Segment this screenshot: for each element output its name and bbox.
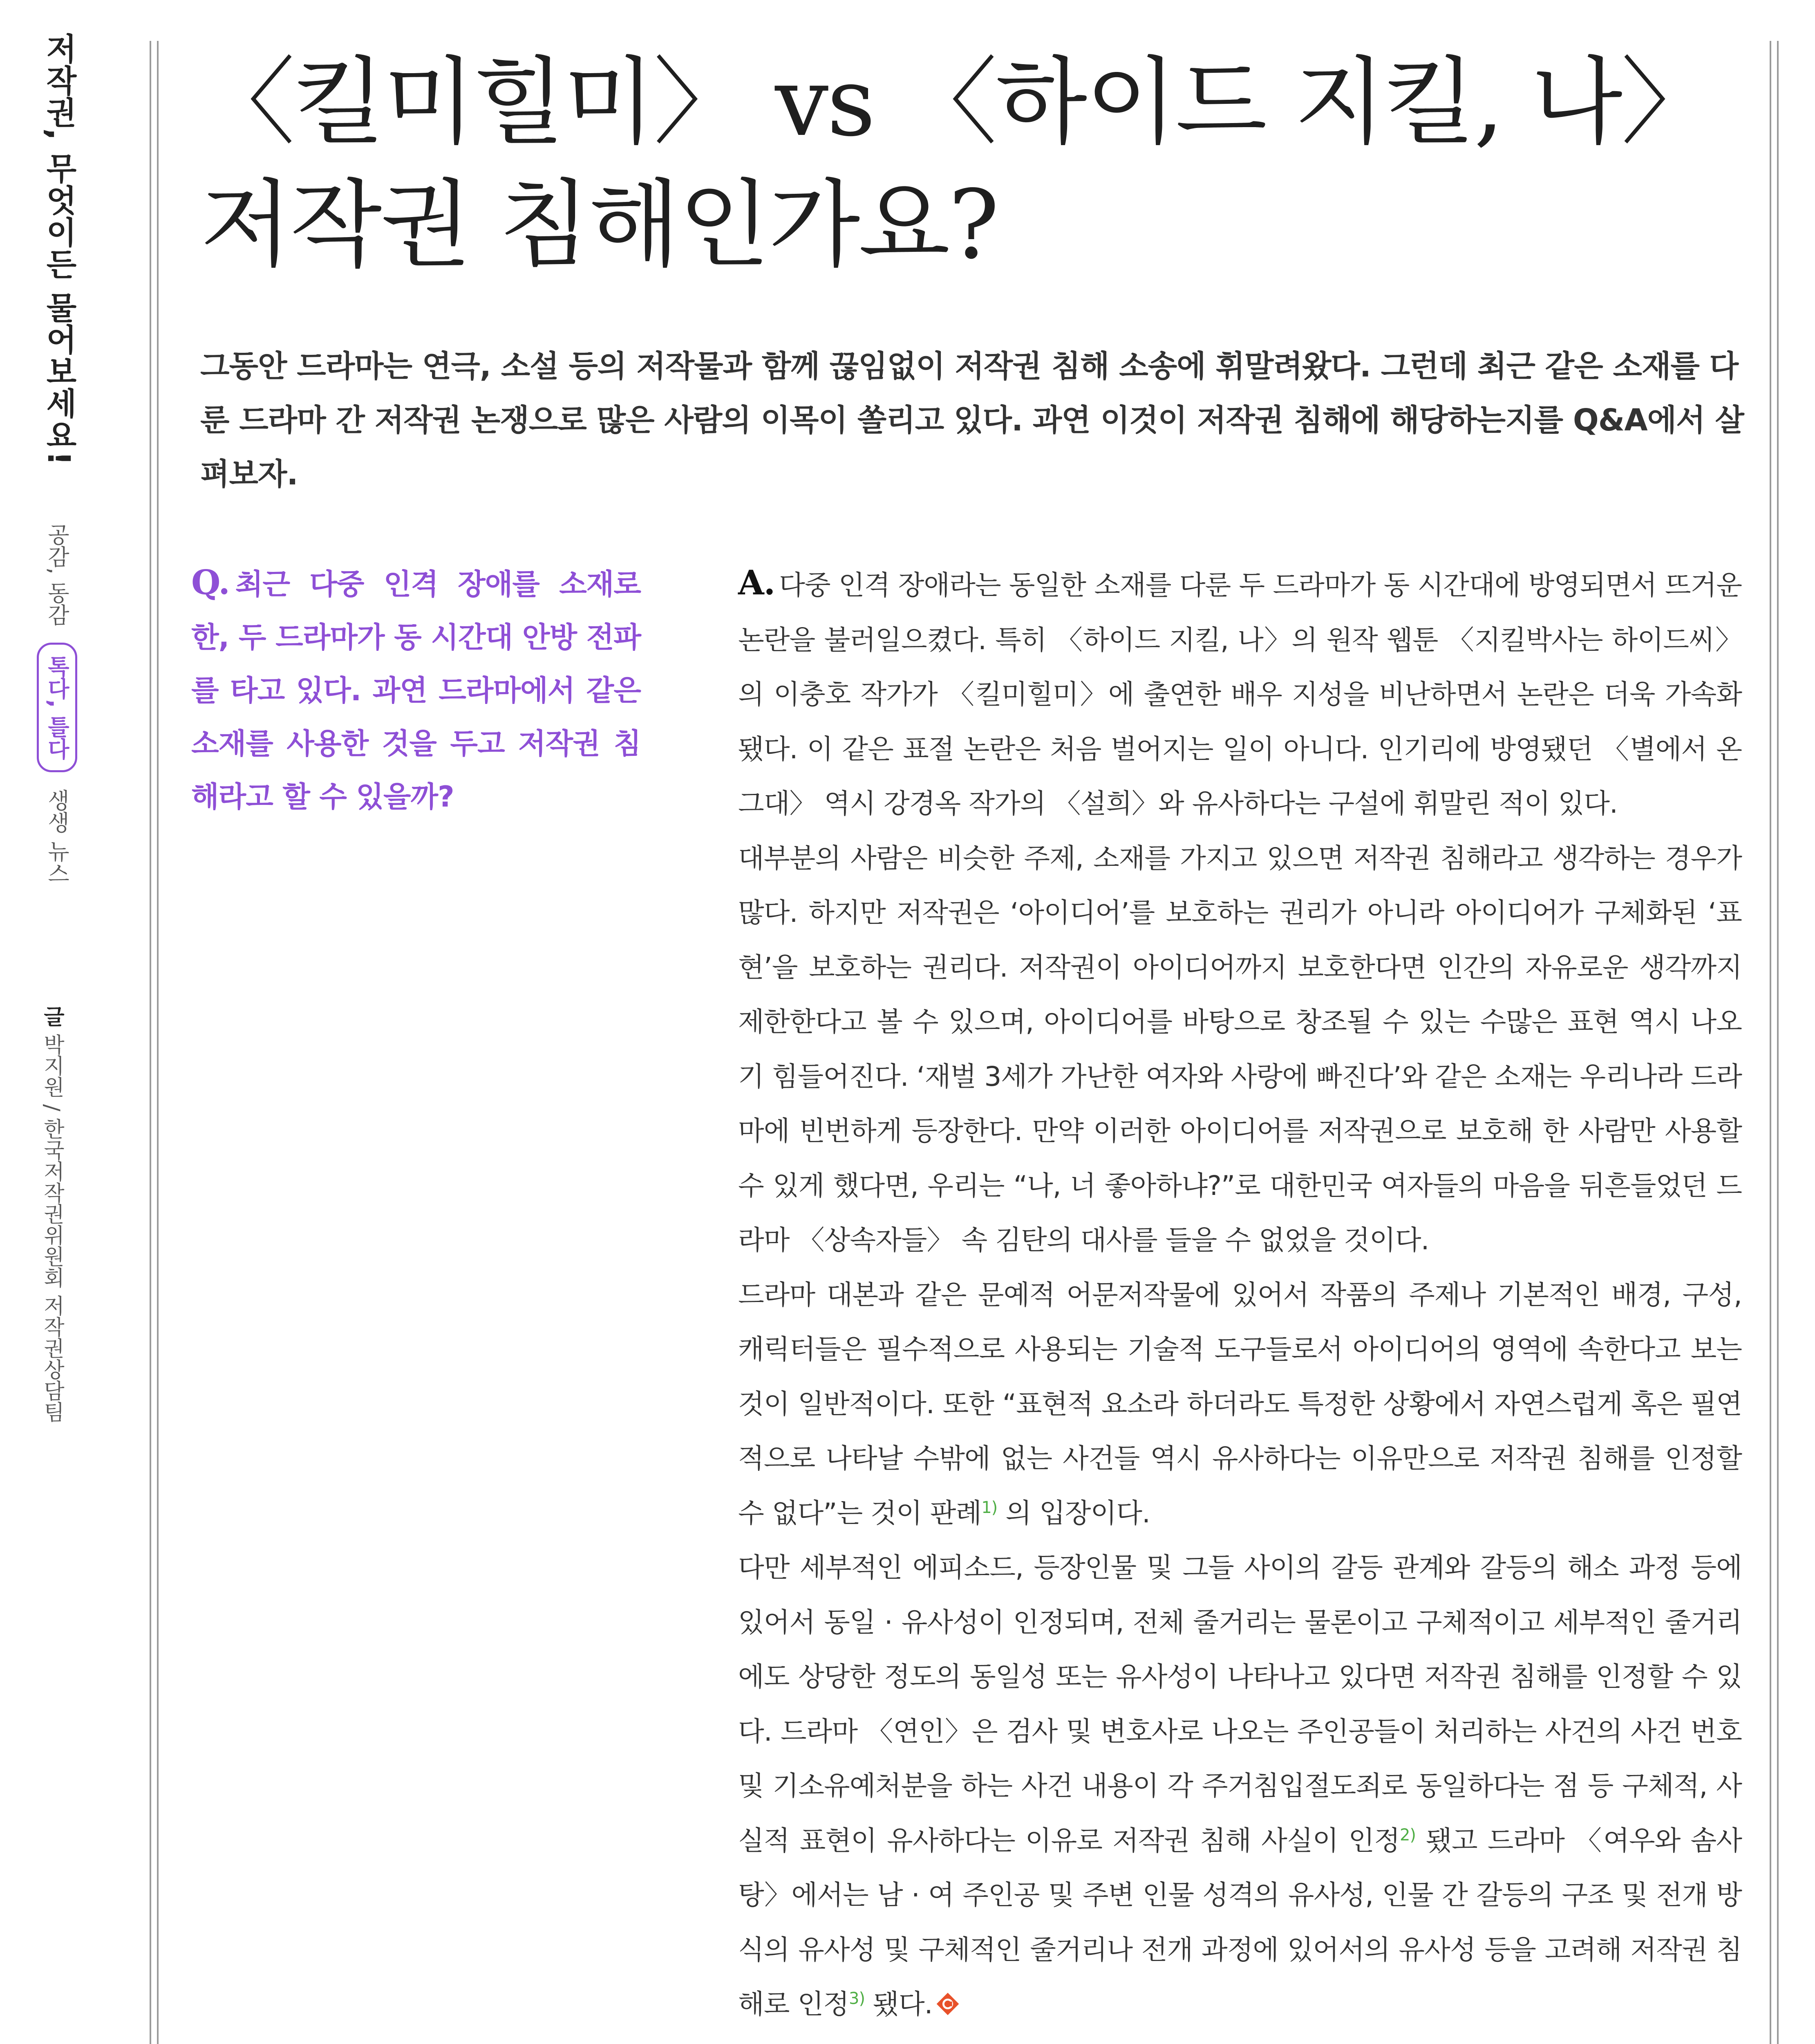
side-bar <box>29 33 77 1423</box>
nav-item-news[interactable]: 생생 뉴스 <box>44 789 70 885</box>
copyright-diamond-icon <box>936 1992 960 2016</box>
answer-mark: A. <box>738 563 775 603</box>
answer-p3-text: 드라마 대본과 같은 문예적 어문저작물에 있어서 작품의 주제나 기본적인 배경, 구성, 캐릭터들은 필수적으로 사용되는 기술적 도구들로서 아이디어의 영역에 속한다고 보는 것이 일반적이다. 또한 “표현적 요소라 하더라도 특정한 상황에서 자연스럽게 혹은 필연적으로 나타날 수밖에 없는 사건들 역시 유사하다는 이유만으로 저작권 침해를 인정할 수 없다”는 것이 판례 <box>738 1279 1742 1529</box>
footnote-ref-2[interactable]: 2) <box>1399 1825 1416 1845</box>
answer-paragraph-1 <box>738 556 1742 831</box>
answer-p4-mid: 됐고 드라마 〈여우와 솜사탕〉에서는 남 · 여 주인공 및 주변 인물 성격의 유사성, 인물 간 갈등의 구조 및 전개 방식의 유사성 및 구체적인 줄거리나 전개 과정에 있어서의 유사성 등을 고려해 저작권 침해로 인정 <box>738 1824 1742 2020</box>
answer-paragraph-3 <box>738 1268 1742 1541</box>
nav-item-empathy[interactable]: 공감, 동감 <box>44 523 70 626</box>
answer-paragraph-2: 대부분의 사람은 비슷한 주제, 소재를 가지고 있으면 저작권 침해라고 생각하는 경우가 많다. 하지만 저작권은 ‘아이디어’를 보호하는 권리가 아니라 아이디어가 구체화된 ‘표현’을 보호하는 권리다. 저작권이 아이디어까지 보호한다면 인간의 자유로운 생각까지 제한한다고 볼 수 있으며, 아이디어를 바탕으로 창조될 수 있는 수많은 표현 역시 나오기 힘들어진다. ‘재벌 3세가 가난한 여자와 사랑에 빠진다’와 같은 소재는 우리나라 드라마에 빈번하게 등장한다. 만약 이러한 아이디어를 저작권으로 보호해 한 사람만 사용할 수 있게 했다면, 우리는 “나, 너 좋아하냐?”로 대한민국 여자들의 마음을 뒤흔들었던 드라마 〈상속자들〉 속 김탄의 대사를 들을 수 없었을 것이다. <box>738 842 1742 1256</box>
title-line-1: 〈킬미힐미〉 vs 〈하이드 지킬, 나〉 <box>200 47 1714 157</box>
section-nav <box>37 523 77 884</box>
article-title <box>200 41 1753 286</box>
lead-paragraph: 그동안 드라마는 연극, 소설 등의 저작물과 함께 끊임없이 저작권 침해 소송에 휘말려왔다. 그런데 최근 같은 소재를 다룬 드라마 간 저작권 논쟁으로 많은 사람의 이목이 쏠리고 있다. 과연 이것이 저작권 침해에 해당하는지를 Q&A에서 살펴보자. <box>200 349 1744 492</box>
answer-block <box>738 556 1742 2032</box>
nav-item-current[interactable]: 톡다, 틀다 <box>37 643 77 772</box>
author-name: 박지원 / 한국저작권위원회 저작권상담팀 <box>40 1033 64 1423</box>
author-credit <box>37 1006 67 1423</box>
title-line-2: 저작권 침해인가요? <box>200 170 998 280</box>
column-title: 저작권, 무엇이든 물어보세요! <box>41 33 77 466</box>
answer-p4-text: 다만 세부적인 에피소드, 등장인물 및 그들 사이의 갈등 관계와 갈등의 해소 과정 등에 있어서 동일 · 유사성이 인정되며, 전체 줄거리는 물론이고 구체적이고 세부적인 줄거리에도 상당한 정도의 동일성 또는 유사성이 나타나고 있다면 저작권 침해를 인정할 수 있다. 드라마 〈연인〉은 검사 및 변호사로 나오는 주인공들이 처리하는 사건의 사건 번호 및 기소유예처분을 하는 사건 내용이 각 주거침입절도죄로 동일하다는 점 등 구체적, 사실적 표현이 유사하다는 이유로 저작권 침해 사실이 인정 <box>738 1552 1742 1856</box>
answer-paragraph-4 <box>738 1540 1742 2032</box>
footnote-ref-3[interactable]: 3) <box>849 1989 865 2008</box>
question-mark: Q. <box>191 563 230 602</box>
left-frame-rule <box>150 41 159 2044</box>
right-frame-rule <box>1770 41 1779 2044</box>
author-label: 글 <box>40 1006 64 1027</box>
question-text: 최근 다중 인격 장애를 소재로 한, 두 드라마가 동 시간대 안방 전파를 타고 있다. 과연 드라마에서 같은 소재를 사용한 것을 두고 저작권 침해라고 할 수 있을까? <box>191 567 641 814</box>
answer-p4-end: 됐다. <box>873 1988 933 2020</box>
footnote-ref-1[interactable]: 1) <box>981 1498 998 1517</box>
answer-p1-text: 다중 인격 장애라는 동일한 소재를 다룬 두 드라마가 동 시간대에 방영되면서 뜨거운 논란을 불러일으켰다. 특히 〈하이드 지킬, 나〉의 원작 웹툰 〈지킬박사는 하이드씨〉의 이충호 작가가 〈킬미힐미〉에 출연한 배우 지성을 비난하면서 논란은 더욱 가속화됐다. 이 같은 표절 논란은 처음 벌어지는 일이 아니다. 인기리에 방영됐던 〈별에서 온 그대〉 역시 강경옥 작가의 〈설희〉와 유사하다는 구설에 휘말린 적이 있다. <box>738 569 1742 819</box>
answer-p3-end: 의 입장이다. <box>1005 1497 1150 1529</box>
question-block <box>191 556 641 823</box>
